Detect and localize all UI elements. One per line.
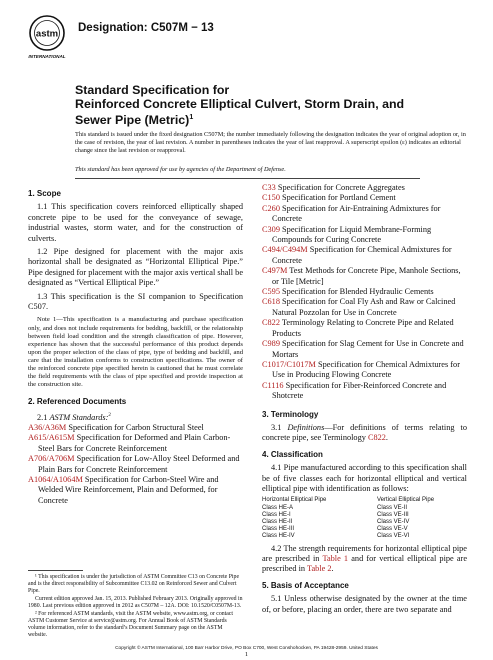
- paragraph-1-3: 1.3 This specification is the SI companion to Specification C507.: [28, 291, 243, 312]
- reference-link[interactable]: C309: [262, 224, 280, 234]
- reference-item: [262, 318, 467, 339]
- table-row: [262, 512, 467, 519]
- reference-title: Specification for Liquid Membrane-Forming Compounds for Curing Concrete: [272, 224, 432, 245]
- copyright-line: Copyright © ASTM International, 100 Barr Harbor Drive, PO Box C700, West Conshohocken, PA 19428-2959. United States: [115, 646, 378, 651]
- reference-link[interactable]: C497M: [262, 266, 288, 276]
- reference-title: Specification for Deformed and Plain Carbon-Steel Bars for Concrete Reinforcement: [38, 433, 231, 453]
- title-line-2: Reinforced Concrete Elliptical Culvert, Storm Drain, and: [75, 97, 405, 111]
- reference-title: Specification for Carbon-Steel Wire and Welded Wire Reinforcement, Plain and Deformed, for Concrete: [38, 474, 219, 505]
- table-row: [262, 533, 467, 540]
- note-1: Note 1—This specification is a manufacturing and purchase specification only, and does not include requirements for bedding, backfill, or the relationship between field load condition and the strength classification of pipe. However, experience has shown that the successful performance of this product depends upon the proper selection of the class of pipe, type of bedding and backfill, and care that the installation conforms to construction specifications. The owner of the reinforced concrete pipe specified herein is cautioned that he must correlate the field requirements with the class of pipe specified and provide inspection at the construction site.: [28, 316, 243, 389]
- reference-link[interactable]: C33: [262, 183, 276, 192]
- svg-text:INTERNATIONAL: INTERNATIONAL: [28, 54, 66, 59]
- paragraph-1-1: 1.1 This specification covers reinforced elliptically shaped concrete pipe to be used for the conveyance of sewage, industrial wastes, storm water, and for the construction of culverts.: [28, 202, 243, 243]
- reference-item: [262, 193, 467, 203]
- reference-item: [262, 225, 467, 246]
- reference-link[interactable]: C595: [262, 287, 280, 297]
- astm-logo: [27, 14, 67, 60]
- table-row: [262, 505, 467, 512]
- text: and for vertical elliptical pipe are prescribed in: [262, 554, 468, 574]
- reference-item: [262, 266, 467, 287]
- reference-item: [262, 204, 467, 225]
- text: .: [331, 564, 334, 574]
- footnote-1: ¹ This specification is under the jurisdiction of ASTM Committee C13 on Concrete Pipe and is the direct responsibility of Subcommittee C13.02 on Reinforced Sewer and Culvert Pipe.: [28, 574, 240, 594]
- section-heading-scope: 1. Scope: [28, 189, 61, 198]
- reference-link[interactable]: A706/A706M: [28, 454, 75, 464]
- reference-item: [262, 339, 467, 360]
- approval-note: This standard has been approved for use by agencies of the Department of Defense.: [75, 166, 286, 173]
- reference-title: Test Methods for Concrete Pipe, Manhole Sections, or Tile [Metric]: [272, 266, 461, 286]
- reference-link[interactable]: C618: [262, 297, 280, 307]
- reference-link[interactable]: C822: [262, 318, 280, 328]
- paragraph-4-1: 4.1 Pipe manufactured according to this specification shall be of five classes each for horizontal elliptical and vertical elliptical pipe with identification as follows:: [262, 463, 467, 493]
- reference-list-left: [28, 423, 243, 506]
- reference-title: Specification for Chemical Admixtures for Concrete: [272, 245, 452, 265]
- header-vertical: Vertical Elliptical Pipe: [377, 497, 435, 504]
- section-heading-referenced-documents: 2. Referenced Documents: [28, 397, 127, 407]
- paragraph-4-2: [262, 544, 467, 575]
- paragraph-2-1: [28, 411, 243, 423]
- horizontal-class-cell: Class HE-I: [262, 511, 291, 518]
- paragraph-5-1: 5.1 Unless otherwise designated by the owner at the time of, or before, placing an order, there are two separate and: [262, 594, 467, 614]
- text: 4.2 The strength requirements for horizontal elliptical pipe are prescribed in: [262, 543, 467, 563]
- paragraph-number: 2.1: [37, 412, 48, 422]
- header-horizontal: Horizontal Elliptical Pipe: [262, 497, 327, 504]
- reference-item: [28, 423, 243, 433]
- reference-title: Specification for Portland Cement: [279, 193, 396, 203]
- table-row: [262, 519, 467, 526]
- reference-link[interactable]: C150: [262, 193, 280, 203]
- table-row: [262, 526, 467, 533]
- reference-title: Specification for Carbon Structural Steel: [66, 422, 204, 432]
- footnote-ref: 2: [108, 412, 111, 418]
- reference-title: Specification for Low-Alloy Steel Deformed and Plain Bars for Concrete Reinforcement: [38, 454, 240, 474]
- reference-item: [28, 433, 243, 454]
- reference-item: [262, 381, 467, 402]
- vertical-class-cell: Class VE-II: [377, 504, 408, 511]
- reference-link[interactable]: A1064/A1064M: [28, 474, 83, 484]
- astm-standards-label: ASTM Standards:: [49, 412, 109, 422]
- vertical-class-cell: Class VE-III: [377, 511, 409, 518]
- issuance-note: This standard is issued under the fixed designation C507M; the number immediately following the designation indicates the year of original adoption or, in the case of revision, the year of last revision. A number in parentheses indicates the year of last reapproval. A superscript epsilon (ε) indicates an editorial change since the last revision or reapproval.: [75, 131, 466, 155]
- section-heading-classification: 4. Classification: [262, 449, 323, 459]
- designation: Designation: C507M − 13: [78, 22, 214, 34]
- title-line-1: Standard Specification for: [75, 83, 230, 97]
- reference-item: [262, 183, 467, 193]
- section-heading-acceptance: 5. Basis of Acceptance: [262, 580, 349, 590]
- reference-item: [28, 475, 243, 506]
- horizontal-class-cell: Class HE-IV: [262, 533, 295, 540]
- left-column: [28, 189, 243, 506]
- reference-link[interactable]: A36/A36M: [28, 422, 67, 432]
- reference-link[interactable]: C494/C494M: [262, 245, 308, 255]
- vertical-class-cell: Class VE-VI: [377, 533, 410, 540]
- document-title: [75, 83, 475, 127]
- link-table-1[interactable]: Table 1: [322, 554, 349, 563]
- definitions-label: Definitions: [287, 422, 325, 432]
- vertical-class-cell: Class VE-V: [377, 526, 408, 533]
- horizontal-class-cell: Class HE-III: [262, 526, 295, 533]
- title-footnote-mark: 1: [189, 114, 194, 121]
- reference-item: [262, 245, 467, 266]
- paragraph-1-2: 1.2 Pipe designed for placement with the major axis horizontal shall be designated as “Horizontal Elliptical Pipe.” Pipe designed for placement with the major axis vertical shall be designated as “Vertical Elliptical Pipe.”: [28, 247, 243, 288]
- header-divider: [75, 178, 420, 179]
- footnote-1-edition: Current edition approved Jan. 15, 2013. Published February 2013. Originally approved in 1980. Last previous edition approved in 2012 as C507M – 12A. DOI: 10.1520/C0507M-13.: [28, 596, 243, 609]
- reference-item: [28, 454, 243, 475]
- right-column: [262, 183, 467, 615]
- footnotes: [28, 574, 243, 640]
- table-header-row: [262, 497, 467, 504]
- definitions-text: —For definitions of terms relating to concrete pipe, see Terminology: [262, 422, 468, 443]
- horizontal-class-cell: Class HE-A: [262, 504, 294, 511]
- link-c822[interactable]: C822: [367, 433, 386, 443]
- classification-table: [262, 497, 467, 540]
- title-line-3: Sewer Pipe (Metric): [75, 113, 190, 128]
- link-table-2[interactable]: Table 2: [307, 564, 332, 574]
- reference-title: Specification for Concrete Aggregates: [275, 183, 405, 192]
- page-number: 1: [244, 651, 249, 658]
- reference-title: Specification for Coal Fly Ash and Raw or Calcined Natural Pozzolan for Use in Concrete: [272, 297, 456, 317]
- section-heading-terminology: 3. Terminology: [262, 409, 319, 419]
- reference-title: Specification for Fiber-Reinforced Concrete and Shotcrete: [272, 380, 447, 401]
- horizontal-class-cell: Class HE-II: [262, 518, 293, 525]
- reference-item: [262, 297, 467, 318]
- reference-title: Specification for Slag Cement for Use in Concrete and Mortars: [272, 339, 464, 359]
- vertical-class-cell: Class VE-IV: [377, 518, 410, 525]
- reference-title: Specification for Chemical Admixtures for Use in Producing Flowing Concrete: [272, 359, 460, 380]
- reference-link[interactable]: C1017/C1017M: [262, 359, 316, 369]
- reference-list-right: [262, 183, 467, 402]
- footnote-divider: [28, 570, 83, 571]
- reference-title: Specification for Air-Entraining Admixtures for Concrete: [272, 203, 441, 224]
- reference-link[interactable]: C260: [262, 203, 280, 213]
- footnote-2: ² For referenced ASTM standards, visit the ASTM website, www.astm.org, or contact ASTM Customer Service at service@astm.org. For Annual Book of ASTM Standards volume information, refer to the standard’s Document Summary page on the ASTM website.: [28, 611, 233, 638]
- reference-title: Terminology Relating to Concrete Pipe and Related Products: [272, 318, 454, 338]
- svg-text:astm: astm: [35, 28, 59, 40]
- reference-link[interactable]: C989: [262, 339, 280, 349]
- period: .: [385, 433, 388, 443]
- reference-link[interactable]: A615/A615M: [28, 433, 75, 443]
- reference-link[interactable]: C1116: [262, 380, 284, 390]
- paragraph-number: 3.1: [271, 422, 282, 432]
- reference-title: Specification for Blended Hydraulic Cements: [279, 287, 434, 297]
- reference-item: [262, 360, 467, 381]
- reference-item: [262, 287, 467, 297]
- paragraph-3-1: [262, 423, 467, 444]
